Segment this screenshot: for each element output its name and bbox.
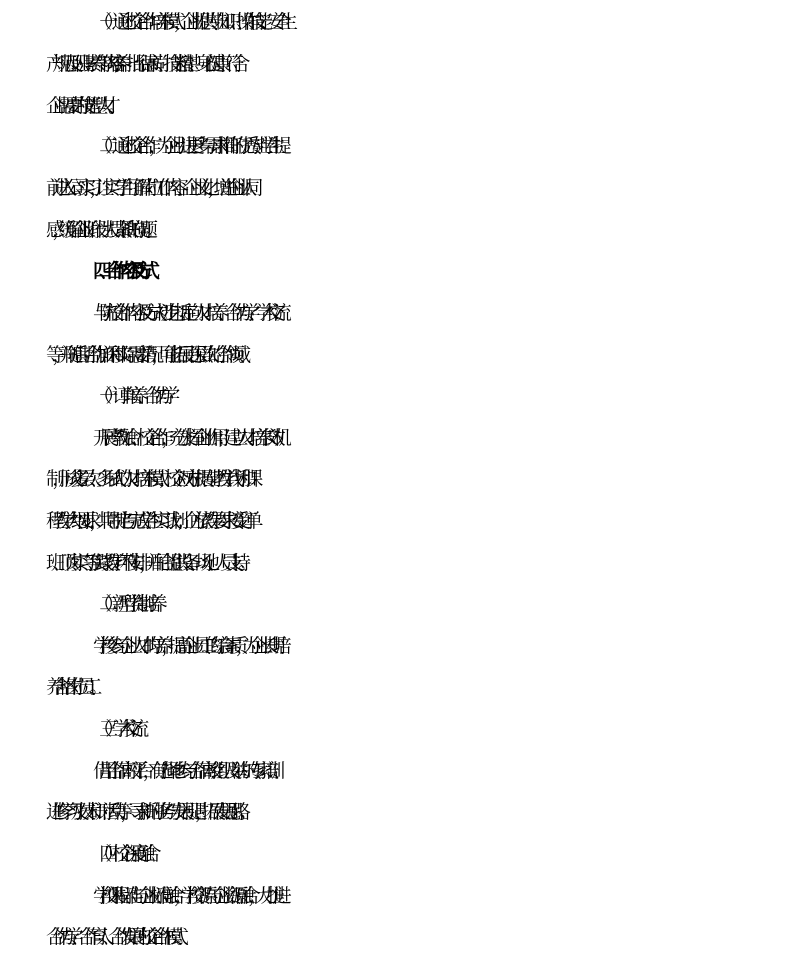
text-line: 企业需要的技能型人才。 — [46, 95, 115, 117]
text-line: 进修学习及技术研讨活动等，寻求新的业务与发展机遇，拓展发展思路。 — [46, 801, 245, 823]
text-line: 养合格岗位员工。 — [46, 676, 96, 698]
text-line: 学校课程标准与企业标准融合，学校资源与企业资源融合，大力推进 — [93, 885, 280, 907]
text-line: 合作办学、合作育人、合作发展的校企合作模式。 — [46, 926, 183, 948]
text-line: 学校参与企业人才的培养，提高企业员工的综合素质，为企业长期培 — [93, 635, 280, 657]
text-line: 借用合作高校平台，有选择地参与合作高校组织及举办的专家培训、 — [93, 760, 280, 782]
text-line: （一）通过校企合作培养模式，企业提供专业知识、操作技能、安全生 — [93, 11, 286, 33]
text-line: 程教学大纲要求，共同制定与完成学生实习计划；企方依教学要求接受订单 — [46, 510, 251, 532]
text-line: 产规范及职业素养等内容,培养一批品德高尚、技能精湛、身心健康、符合 — [46, 53, 238, 75]
subheading: （一）订单培养、合作办学 — [93, 385, 168, 407]
subheading: （四）校企深度融合 — [93, 843, 149, 865]
text-line: 等，并随后期合作加深和实际需要情况，可能拓展更深层次的合作领域。 — [46, 344, 245, 366]
text-line: 开展产教融合、校企合作，充分发挥企业作用；建立人才培养长效机 — [93, 427, 280, 449]
text-line: 班、顶岗实习等实践教学环节安排，并配合提供设备、场地、人员支持。 — [46, 552, 245, 574]
subheading: （二）新型学徒制培养 — [93, 593, 156, 615]
section-heading: 四、合作内容及方式 — [93, 260, 148, 282]
text-line: 感，缓解企业阶段性人员紧缺的问题。 — [46, 219, 152, 241]
text-line: 制，形成多层次、多形式的人才培养模式；校企双方根据专业教学计划和课 — [46, 468, 251, 490]
text-line: （二）通过校企合作，为企业引进更多与需求相符的优秀专业学生提 — [93, 135, 280, 157]
text-line: 与院校合作内容及方式初步包括定向人才培养、合作办学、学术交流 — [93, 302, 280, 324]
text-line: 前进入公司实习，让实习学生了解岗位工作内容、企业文化，增进企业认同 — [46, 177, 251, 199]
subheading: （三）学术交流 — [93, 718, 137, 740]
